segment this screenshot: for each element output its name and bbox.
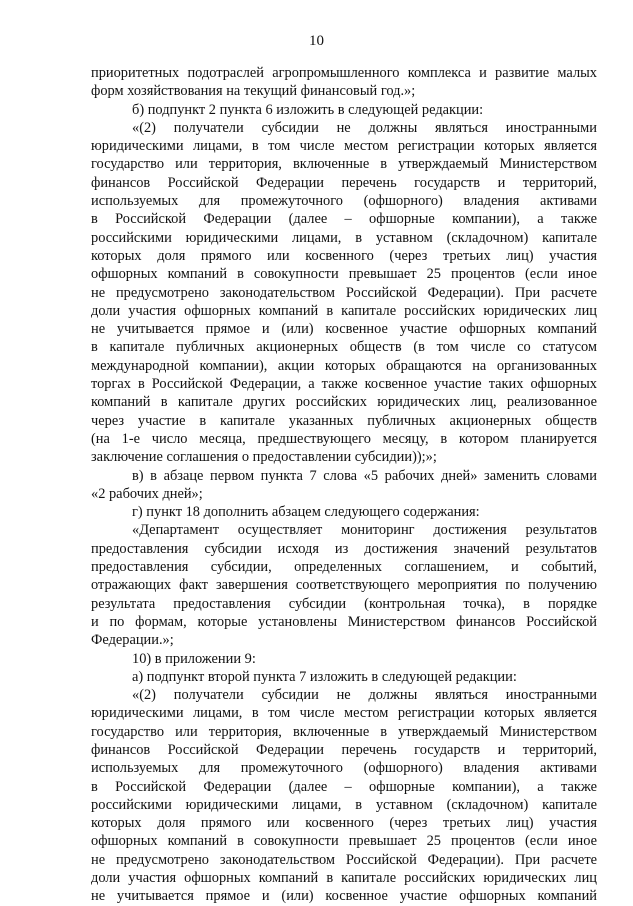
text-line: используемых для промежуточного (офшорного) владения активами xyxy=(91,193,597,210)
text-line: в Российской Федерации (далее – офшорные компании), а также xyxy=(91,211,597,228)
text-line: в) в абзаце первом пункта 7 слова «5 рабочих дней» заменить словами xyxy=(132,467,597,484)
text-line: предоставления субсидии, определенных соглашением, и событий, xyxy=(91,559,597,576)
text-line: предоставления субсидии исходя из достижения значений результатов xyxy=(91,540,597,557)
text-line: и по формам, которые установлены Министерством финансов Российской xyxy=(91,613,597,630)
text-line: форм хозяйствования на текущий финансовый год.»; xyxy=(91,83,416,100)
text-line: компаний в капитале других российских юридических лиц, реализованное xyxy=(91,394,597,411)
text-line: приоритетных подотраслей агропромышленного комплекса и развитие малых xyxy=(91,65,597,81)
text-line: «(2) получатели субсидии не должны являться иностранными xyxy=(132,687,597,704)
text-line: доли участия офшорных компаний в капитале российских юридических лиц xyxy=(91,302,597,319)
text-line: юридическими лицами, в том числе местом регистрации которых является xyxy=(91,138,597,155)
text-line: (на 1-е число месяца, предшествующего месяцу, в котором планируется xyxy=(91,430,597,447)
text-line: в Российской Федерации (далее – офшорные компании), а также xyxy=(91,778,597,795)
text-line: российскими юридическими лицами, в уставном (складочном) капитале xyxy=(91,796,597,813)
text-line: заключение соглашения о предоставлении субсидии));»; xyxy=(91,449,437,466)
text-line: которых доля прямого или косвенного (через третьих лиц) участия xyxy=(91,815,597,832)
text-line: государство или территория, включенные в утверждаемый Министерством xyxy=(91,156,597,173)
text-line: не предусмотрено законодательством Российской Федерации). При расчете xyxy=(91,851,597,868)
text-line: «(2) получатели субсидии не должны являться иностранными xyxy=(132,119,597,136)
text-line: не учитывается прямое и (или) косвенное участие офшорных компаний xyxy=(91,888,597,905)
text-line: финансов Российской Федерации перечень государств и территорий, xyxy=(91,174,597,191)
text-line: которых доля прямого или косвенного (через третьих лиц) участия xyxy=(91,247,597,264)
text-line: «2 рабочих дней»; xyxy=(91,485,203,502)
page-number: 10 xyxy=(309,33,324,49)
text-line: через участие в капитале указанных публичных акционерных обществ xyxy=(91,412,597,429)
text-line: торгах в Российской Федерации, а также косвенное участие таких офшорных xyxy=(91,376,597,393)
text-line: б) подпункт 2 пункта 6 изложить в следующей редакции: xyxy=(132,101,484,118)
text-line: используемых для промежуточного (офшорного) владения активами xyxy=(91,760,597,777)
text-line: г) пункт 18 дополнить абзацем следующего содержания: xyxy=(132,504,480,521)
text-line: юридическими лицами, в том числе местом регистрации которых является xyxy=(91,705,597,722)
text-line: «Департамент осуществляет мониторинг достижения результатов xyxy=(132,522,597,539)
text-line: не предусмотрено законодательством Российской Федерации). При расчете xyxy=(91,284,597,301)
text-line: международной компании), акции которых обращаются на организованных xyxy=(91,357,597,374)
text-line: доли участия офшорных компаний в капитале российских юридических лиц xyxy=(91,870,597,887)
text-line: офшорных компаний в совокупности превышает 25 процентов (если иное xyxy=(91,833,597,850)
text-line: государство или территория, включенные в утверждаемый Министерством xyxy=(91,723,597,740)
text-line: не учитывается прямое и (или) косвенное участие офшорных компаний xyxy=(91,321,597,338)
text-line: Федерации.»; xyxy=(91,632,174,649)
text-line: российскими юридическими лицами, в уставном (складочном) капитале xyxy=(91,229,597,246)
text-line: результата предоставления субсидии (контрольная точка), в порядке xyxy=(91,595,597,612)
text-line: отражающих факт завершения соответствующего мероприятия по получению xyxy=(91,577,597,594)
text-line: финансов Российской Федерации перечень государств и территорий, xyxy=(91,741,597,758)
text-line: 10) в приложении 9: xyxy=(132,650,256,667)
document-body xyxy=(91,64,597,906)
text-line: а) подпункт второй пункта 7 изложить в следующей редакции: xyxy=(132,668,517,685)
text-line: в капитале публичных акционерных обществ (в том числе со статусом xyxy=(91,339,597,356)
text-line: офшорных компаний в совокупности превышает 25 процентов (если иное xyxy=(91,266,597,283)
